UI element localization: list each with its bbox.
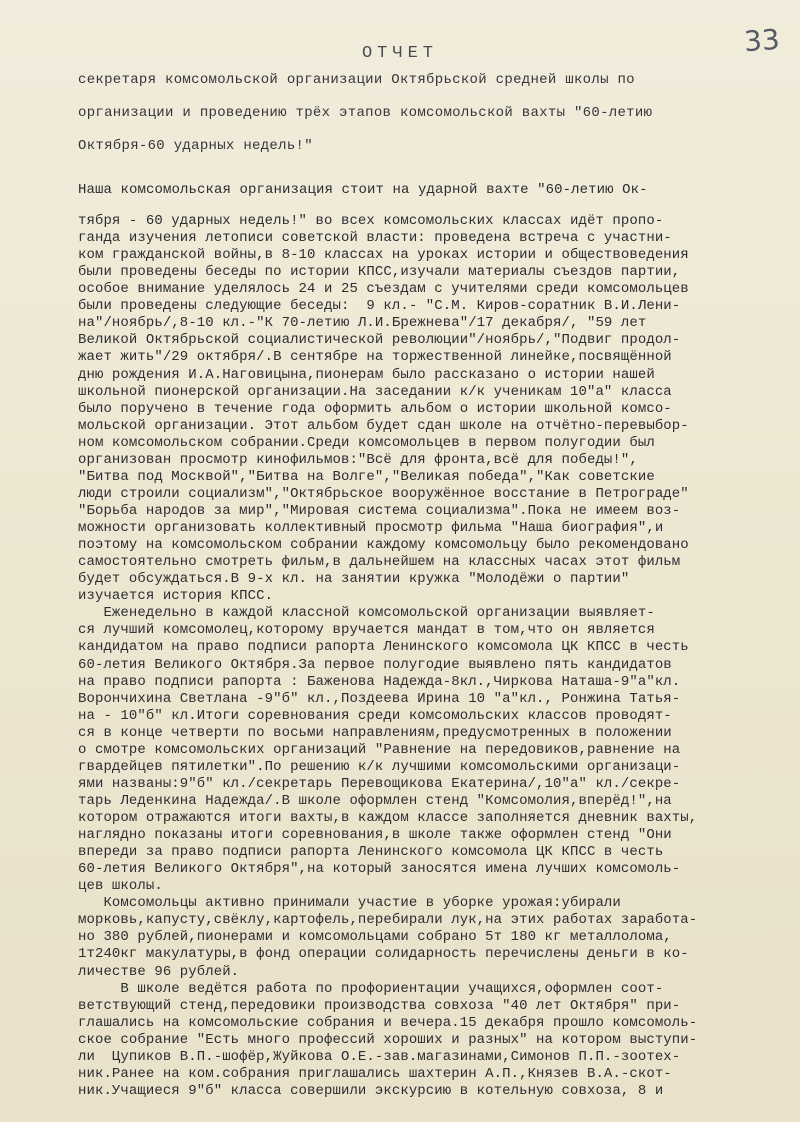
subtitle-line: Октября-60 ударных недель!": [78, 138, 313, 154]
body-line: В школе ведётся работа по профориентации учащихся,оформлен соот-: [78, 980, 664, 997]
body-line: Комсомольцы активно принимали участие в уборке урожая:убирали: [78, 895, 621, 912]
body-line: самостоятельно смотреть фильм,в дальнейшем на классных часах этот фильм: [78, 554, 681, 571]
body-line: ское собрание "Есть много профессий хороших и разных" на котором выступи-: [78, 1031, 698, 1048]
body-line: поэтому на комсомольском собрании каждому комсомольцу было рекомендовано: [78, 537, 689, 554]
body-line: наглядно показаны итоги соревнования,в школе также оформлен стенд "Они: [78, 827, 672, 844]
body-line: ганда изучения летописи советской власти: проведена встреча с участни-: [78, 230, 672, 247]
body-line: котором отражаются итоги вахты,в каждом классе заполняется дневник вахты,: [78, 810, 698, 827]
body-line: организован просмотр кинофильмов:"Всё для фронта,всё для победы!",: [78, 451, 638, 468]
body-line: было поручено в течение года оформить альбом о истории школьной комсо-: [78, 400, 672, 417]
body-line: на"/ноябрь/,8-10 кл.-"К 70-летию Л.И.Брежнева"/17 декабря/, "59 лет: [78, 315, 647, 332]
body-line: дню рождения И.А.Наговицына,пионерам было рассказано о истории нашей: [78, 366, 655, 383]
body-line: ями названы:9"б" кл./секретарь Перевощикова Екатерина/,10"а" кл./секре-: [78, 775, 681, 792]
body-line: ник.Учащиеся 9"б" класса совершили экскурсию в котельную совхоза, 8 и: [78, 1082, 664, 1099]
body-line: ник.Ранее на ком.собрания приглашались шахтерин А.П.,Князев В.А.-скот-: [78, 1065, 672, 1082]
body-line: ветствующий стенд,передовики производства совхоза "40 лет Октября" при-: [78, 997, 681, 1014]
body-line: Ворончихина Светлана -9"б" кл.,Поздеева Ирина 10 "а"кл., Ронжина Татья-: [78, 690, 681, 707]
subtitle-line: секретаря комсомольской организации Октябрьской средней школы по: [78, 72, 635, 88]
body-line: ся лучший комсомолец,которому вручается мандат в том,что он является: [78, 622, 655, 639]
body-line: ся в конце четверти по восьми направлениям,предусмотренных в положении: [78, 724, 672, 741]
body-line: о смотре комсомольских организаций "Равнение на передовиков,равнение на: [78, 741, 681, 758]
body-line: ком гражданской войны,в 8-10 классах на уроках истории и обществоведения: [78, 247, 689, 264]
body-line: были проведены следующие беседы: 9 кл.- "С.М. Киров-соратник В.И.Лени-: [78, 298, 681, 315]
body-line: впереди за право подписи рапорта Ленинского комсомола ЦК КПСС в честь: [78, 844, 664, 861]
body-line: тября - 60 ударных недель!" во всех комсомольских классах идёт пропо-: [78, 213, 664, 229]
body-line: кандидатом на право подписи рапорта Ленинского комсомола ЦК КПСС в честь: [78, 639, 689, 656]
body-line: 1т240кг макулатуры,в фонд операции солидарность перечислены деньги в ко-: [78, 946, 689, 963]
body-line: "Битва под Москвой","Битва на Волге","Великая победа","Как советские: [78, 468, 655, 485]
body-line: личестве 96 рублей.: [78, 963, 240, 980]
body-line: будет обсуждаться.В 9-х кл. на занятии кружка "Молодёжи о партии": [78, 571, 630, 588]
body-line: изучается история КПСС.: [78, 588, 274, 605]
body-line: можности организовать коллективный просмотр фильма "Наша биография",и: [78, 520, 664, 537]
body-line: 60-летия Великого Октября",на который заносятся имена лучших комсомоль-: [78, 861, 681, 878]
handwritten-page-number: 33: [742, 22, 781, 59]
body-line: морковь,капусту,свёклу,картофель,перебирали лук,на этих работах заработа-: [78, 912, 698, 929]
body-line: Наша комсомольская организация стоит на ударной вахте "60-летию Ок-: [78, 182, 648, 198]
body-line: жает жить"/29 октября/.В сентябре на торжественной линейке,посвящённой: [78, 349, 672, 366]
body-line: ном комсомольском собрании.Среди комсомольцев в первом полугодии был: [78, 434, 655, 451]
body-line: Великой Октябрьской социалистической революции"/ноябрь/,"Подвиг продол-: [78, 332, 681, 349]
body-line: люди строили социализм","Октябрьское вооружённое восстание в Петрограде": [78, 485, 689, 502]
subtitle-line: организации и проведению трёх этапов комсомольской вахты "60-летию: [78, 105, 653, 121]
body-line: были проведены беседы по истории КПСС,изучали материалы съездов партии,: [78, 264, 681, 281]
body-line: Еженедельно в каждой классной комсомольской организации выявляет-: [78, 605, 655, 622]
body-line: цев школы.: [78, 878, 163, 895]
body-line: 60-летия Великого Октября.За первое полугодие выявлено пять кандидатов: [78, 656, 672, 673]
body-line: тарь Леденкина Надежда/.В школе оформлен стенд "Комсомолия,вперёд!",на: [78, 792, 672, 809]
body-line: школьной пионерской организации.На заседании к/к ученикам 10"а" класса: [78, 383, 672, 400]
body-line: на право подписи рапорта : Баженова Надежда-8кл.,Чиркова Наташа-9"а"кл.: [78, 673, 681, 690]
body-line: ли Цупиков В.П.-шофёр,Жуйкова О.Е.-зав.магазинами,Симонов П.П.-зоотех-: [78, 1048, 681, 1065]
document-title: ОТЧЕТ: [361, 44, 438, 63]
body-line: "Борьба народов за мир","Мировая система социализма".Пока не имеем воз-: [78, 502, 681, 519]
body-line: но 380 рублей,пионерами и комсомольцами собрано 5т 180 кг металлолома,: [78, 929, 672, 946]
body-line: глашались на комсомольские собрания и вечера.15 декабря прошло комсомоль-: [78, 1014, 698, 1031]
body-line: мольской организации. Этот альбом будет сдан школе на отчётно-перевыбор-: [78, 417, 689, 434]
body-line: гвардейцев пятилетки".По решению к/к лучшими комсомольскими организаци-: [78, 758, 681, 775]
body-line: особое внимание уделялось 24 и 25 съездам с учителями среди комсомольцев: [78, 281, 689, 298]
body-line: на - 10"б" кл.Итоги соревнования среди комсомольских классов проводят-: [78, 707, 672, 724]
